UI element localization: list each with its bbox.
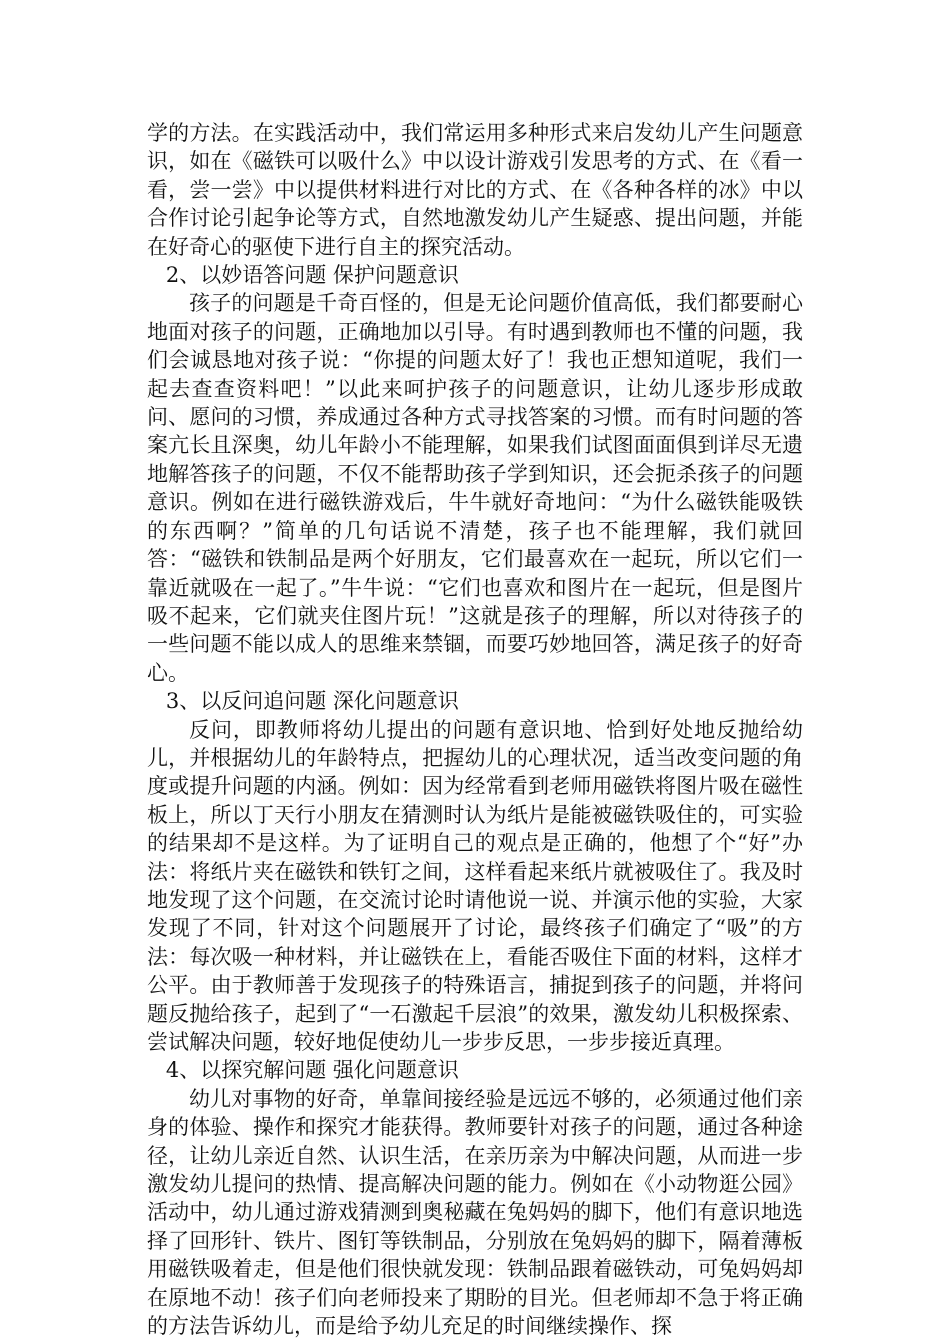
paragraph-intro: 学的方法。在实践活动中，我们常运用多种形式来启发幼儿产生问题意识，如在《磁铁可以吸什么》中以设计游戏引发思考的方式、在《看一看，尝一尝》中以提供材料进行对比的方式、在《各种各样的冰》中以合作讨论引起争论等方式，自然地激发幼儿产生疑惑、提出问题，并能在好奇心的驱使下进行自主的探究活动。: [147, 121, 803, 259]
paragraph-2: 孩子的问题是千奇百怪的，但是无论问题价值高低，我们都要耐心地面对孩子的问题，正确地加以引导。有时遇到教师也不懂的问题，我们会诚恳地对孩子说：“你提的问题太好了！我也正想知道呢，我们一起去查查资料吧！”以此来呵护孩子的问题意识，让幼儿逐步形成敢问、愿问的习惯，养成通过各种方式寻找答案的习惯。而有时问题的答案亢长且深奥，幼儿年龄小不能理解，如果我们试图面面俱到详尽无遗地解答孩子的问题，不仅不能帮助孩子学到知识，还会扼杀孩子的问题意识。例如在进行磁铁游戏后，牛牛就好奇地问：“为什么磁铁能吸铁的东西啊？”简单的几句话说不清楚，孩子也不能理解，我们就回答：“磁铁和铁制品是两个好朋友，它们最喜欢在一起玩，所以它们一靠近就吸在一起了。”牛牛说：“它们也喜欢和图片在一起玩，但是图片吸不起来，它们就夹住图片玩！”这就是孩子的理解，所以对待孩子的一些问题不能以成人的思维来禁锢，而要巧妙地回答，满足孩子的好奇心。: [147, 291, 803, 685]
paragraph-3: 反问，即教师将幼儿提出的问题有意识地、恰到好处地反抛给幼儿，并根据幼儿的年龄特点，把握幼儿的心理状况，适当改变问题的角度或提升问题的内涵。例如：因为经常看到老师用磁铁将图片吸在磁性板上，所以丁天行小朋友在猜测时认为纸片是能被磁铁吸住的，可实验的结果却不是这样。为了证明自己的观点是正确的，他想了个“好”办法：将纸片夹在磁铁和铁钉之间，这样看起来纸片就被吸住了。我及时地发现了这个问题，在交流讨论时请他说一说、并演示他的实验，大家发现了不同，针对这个问题展开了讨论，最终孩子们确定了“吸”的方法：每次吸一种材料，并让磁铁在上，看能否吸住下面的材料，这样才公平。由于教师善于发现孩子的特殊语言，捕捉到孩子的问题，并将问题反抛给孩子，起到了“一石激起千层浪”的效果，激发幼儿积极探索、尝试解决问题，较好地促使幼儿一步步反思，一步步接近真理。: [147, 717, 803, 1054]
paragraph-4: 幼儿对事物的好奇，单靠间接经验是远远不够的，必须通过他们亲身的体验、操作和探究才能获得。教师要针对孩子的问题，通过各种途径，让幼儿亲近自然、认识生活，在亲历亲为中解决问题，从而进一步激发幼儿提问的热情、提高解决问题的能力。例如在《小动物逛公园》活动中，幼儿通过游戏猜测到奥秘藏在兔妈妈的脚下，他们有意识地选择了回形针、铁片、图钉等铁制品，分别放在兔妈妈的脚下，隔着薄板用磁铁吸着走，但是他们很快就发现：铁制品跟着磁铁动，可兔妈妈却在原地不动！孩子们向老师投来了期盼的目光。但老师却不急于将正确的方法告诉幼儿，而是给予幼儿充足的时间继续操作、探: [147, 1086, 803, 1339]
section-heading-3: 3、以反问追问题 深化问题意识: [165, 689, 459, 714]
document-page: [147, 119, 803, 1340]
section-heading-2: 2、以妙语答问题 保护问题意识: [165, 263, 459, 288]
section-heading-4: 4、以探究解问题 强化问题意识: [165, 1058, 459, 1083]
